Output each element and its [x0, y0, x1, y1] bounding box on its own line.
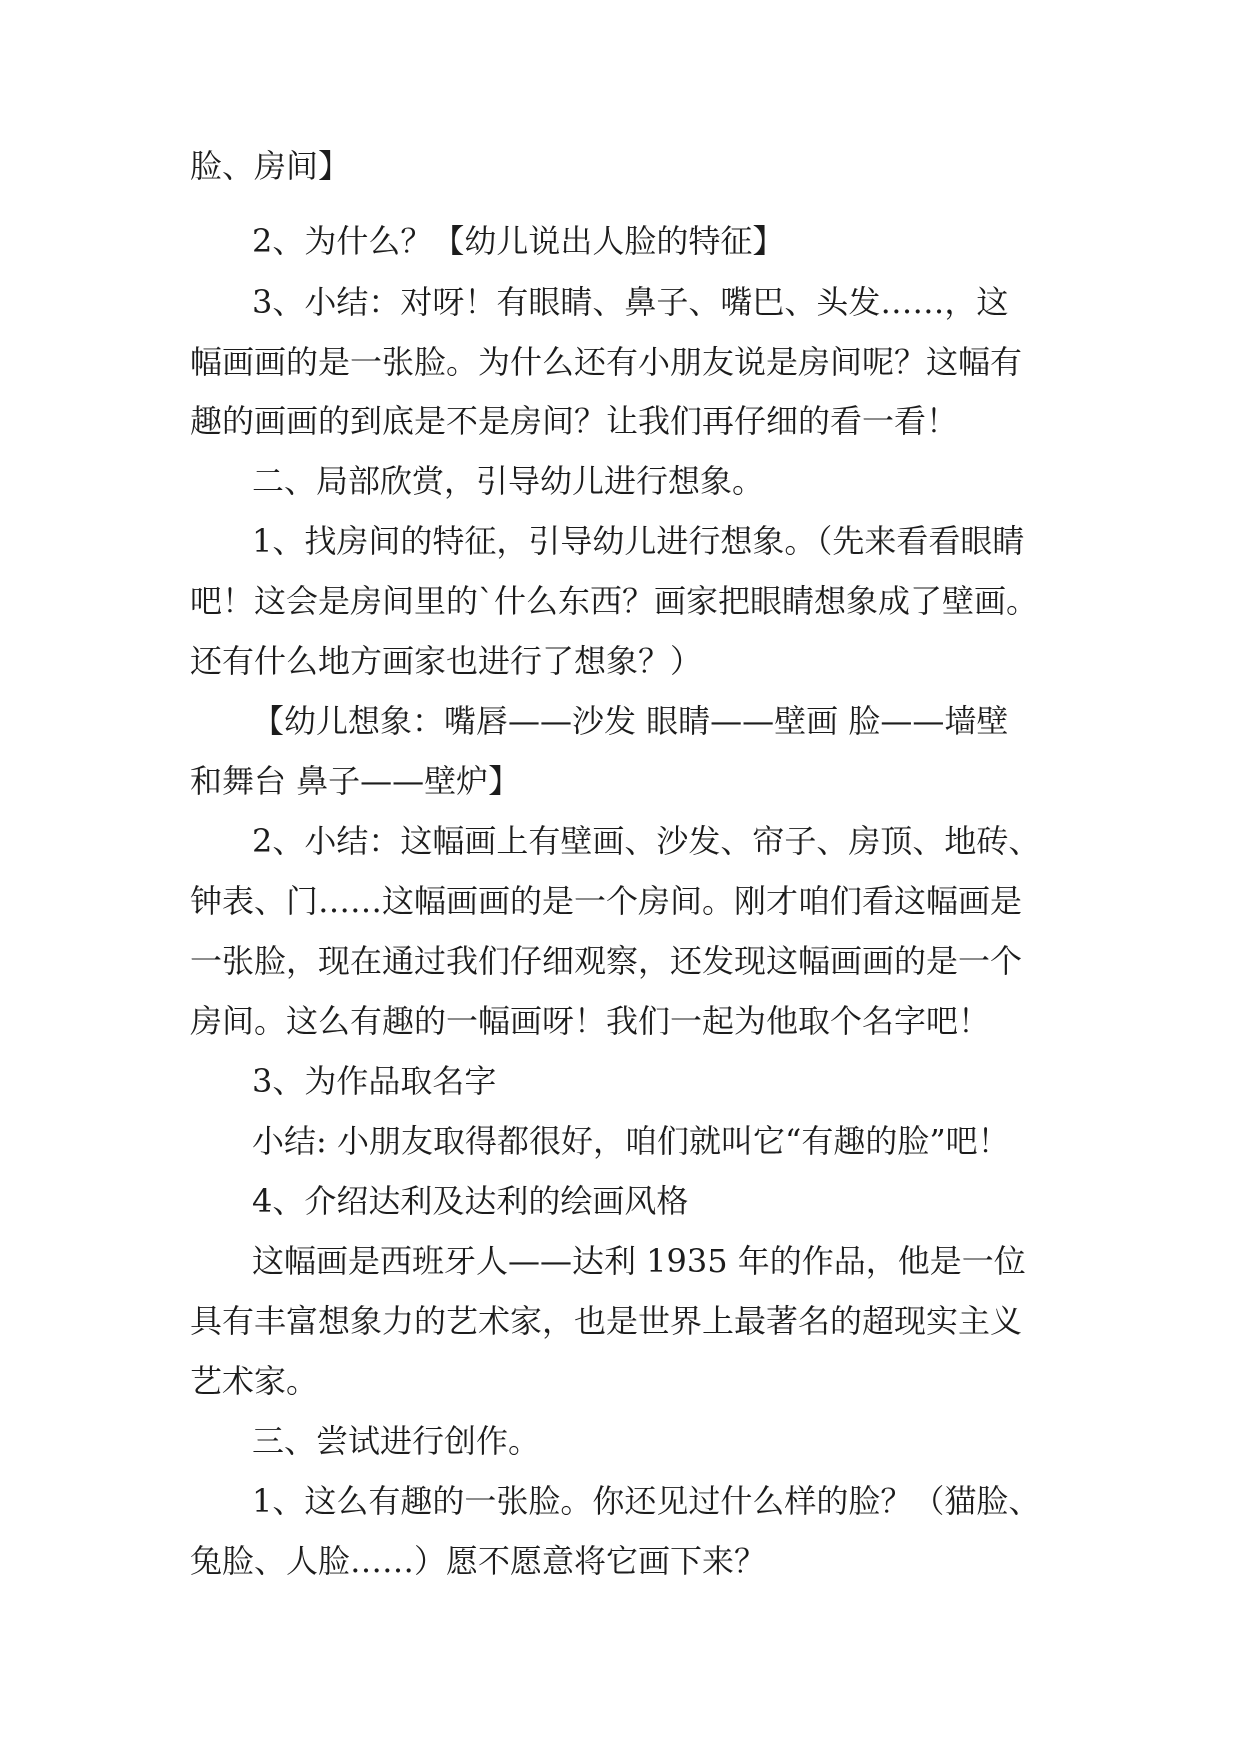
text-line: 幅画画的是一张脸。为什么还有小朋友说是房间呢？这幅有: [190, 343, 1023, 381]
text-line: 兔脸、人脸……）愿不愿意将它画下来？: [190, 1542, 767, 1580]
text-line: 钟表、门……这幅画画的是一个房间。刚才咱们看这幅画是: [190, 882, 1023, 920]
text-line: 房间。这么有趣的一幅画呀！我们一起为他取个名字吧！: [190, 1002, 991, 1040]
text-line: 4、介绍达利及达利的绘画风格: [252, 1182, 689, 1220]
text-line: 一张脸，现在通过我们仔细观察，还发现这幅画画的是一个: [190, 942, 1023, 980]
text-line: 和舞台 鼻子——壁炉】: [190, 762, 521, 800]
text-line: 趣的画画的到底是不是房间？让我们再仔细的看一看！: [190, 402, 959, 440]
text-line: 1、这么有趣的一张脸。你还见过什么样的脸？（猫脸、: [252, 1482, 1041, 1520]
text-line: 具有丰富想象力的艺术家，也是世界上最著名的超现实主义: [190, 1302, 1023, 1340]
text-line: 这幅画是西班牙人——达利 1935 年的作品，他是一位: [252, 1242, 1026, 1280]
text-line: 2、小结：这幅画上有壁画、沙发、帘子、房顶、地砖、: [252, 822, 1041, 860]
text-line: 1、找房间的特征，引导幼儿进行想象。（先来看看眼睛: [252, 522, 1025, 560]
text-line: 还有什么地方画家也进行了想象？）: [190, 642, 703, 680]
text-line: 艺术家。: [190, 1362, 319, 1400]
text-line: 3、小结：对呀！有眼睛、鼻子、嘴巴、头发……，这: [252, 283, 1009, 321]
text-line: 吧！这会是房间里的`什么东西？画家把眼睛想象成了壁画。: [190, 582, 1039, 620]
text-line: 三、尝试进行创作。: [252, 1422, 541, 1460]
text-line: 2、为什么？【幼儿说出人脸的特征】: [252, 222, 785, 260]
text-line: 小结: 小朋友取得都很好，咱们就叫它“有趣的脸”吧！: [252, 1122, 1010, 1160]
text-line: 二、局部欣赏，引导幼儿进行想象。: [252, 462, 765, 500]
text-line: 脸、房间】: [190, 147, 351, 185]
text-line: 【幼儿想象：嘴唇——沙发 眼睛——壁画 脸——墙壁: [252, 702, 1009, 740]
text-line: 3、为作品取名字: [252, 1062, 497, 1100]
